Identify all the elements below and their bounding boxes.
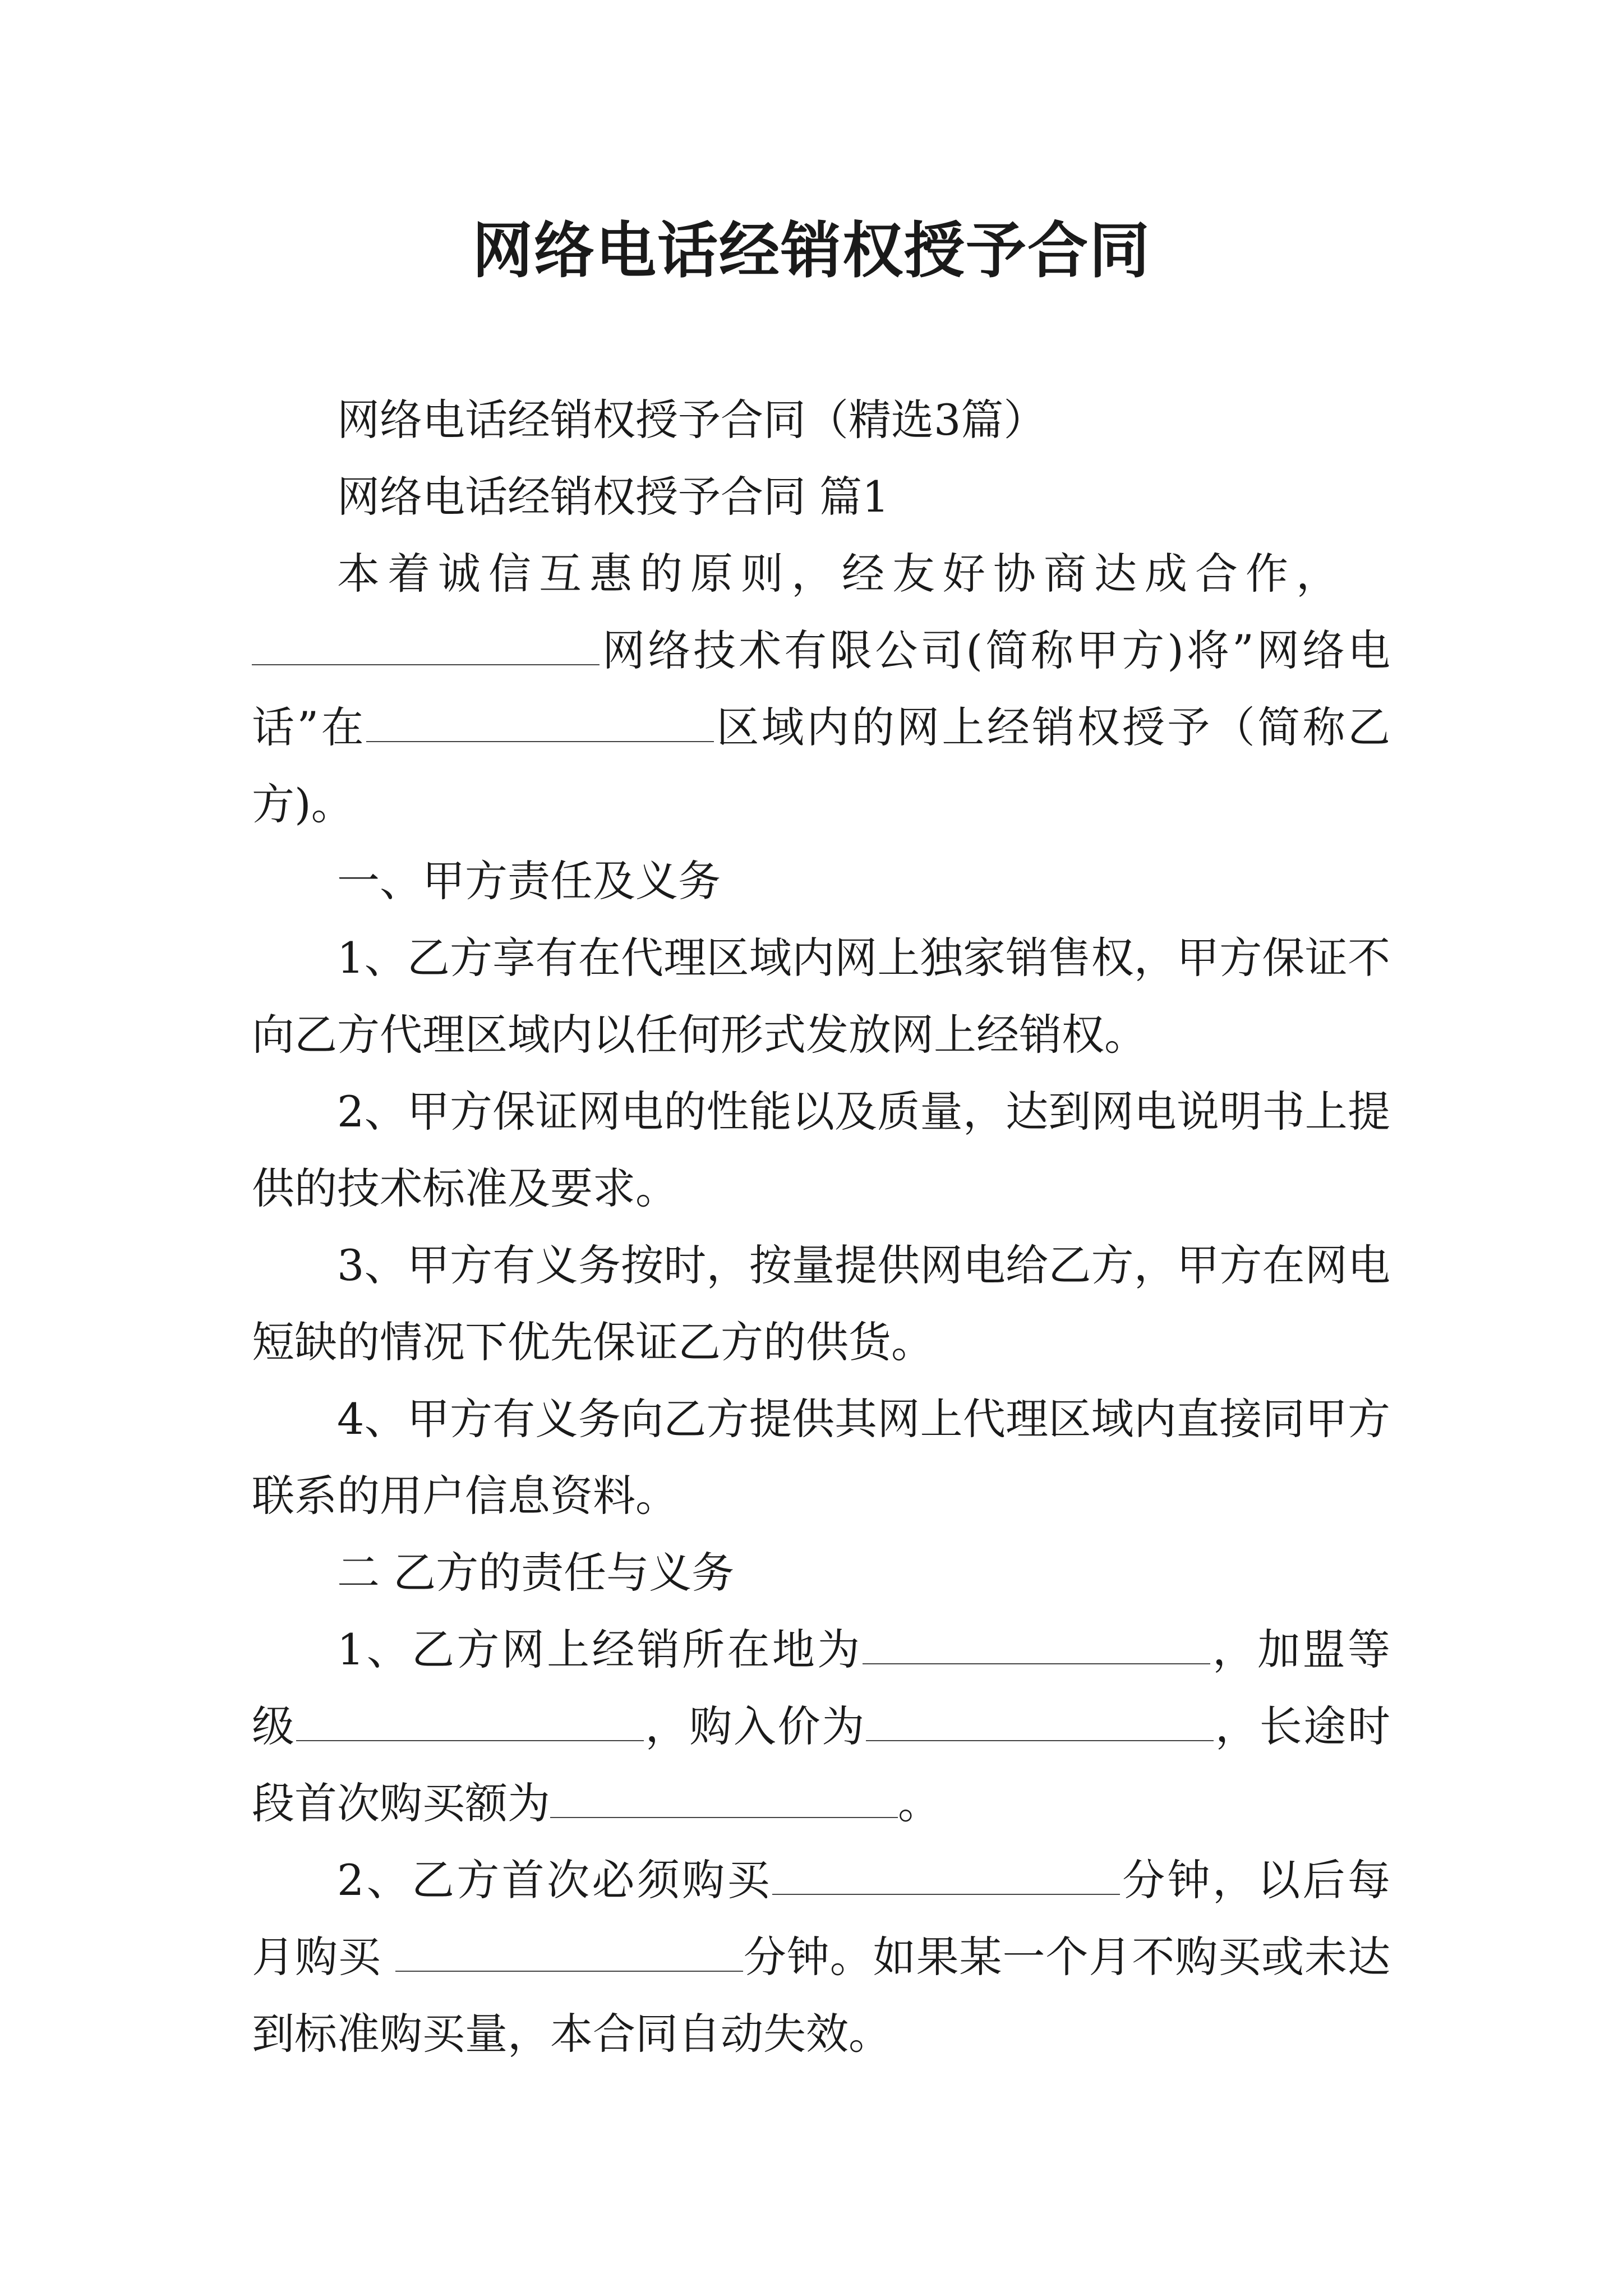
intro-paragraph — [252, 535, 1390, 843]
section2-item1-text-d: ，长途时段首次购买额为 — [252, 1701, 1391, 1828]
section2-item2 — [252, 1842, 1390, 2072]
section2-item2-text-b: 分钟，以后每月购买 — [252, 1855, 1391, 1982]
document-body — [252, 381, 1390, 2072]
blank-first-purchase — [550, 1779, 898, 1818]
section1-item3: 3、甲方有义务按时，按量提供网电给乙方，甲方在网电短缺的情况下优先保证乙方的供货。 — [252, 1240, 1390, 1367]
section1-item2: 2、甲方保证网电的性能以及质量，达到网电说明书上提供的技术标准及要求。 — [252, 1087, 1390, 1213]
section1-heading: 一、甲方责任及义务 — [337, 856, 721, 906]
blank-monthly-minutes — [395, 1932, 743, 1972]
section2-item1-text-a: 1、乙方网上经销所在地为 — [337, 1625, 863, 1674]
section2-item1 — [252, 1611, 1390, 1842]
blank-level — [296, 1702, 644, 1741]
intro-text-c: 区域内的网上经销权授予（简称乙方)。 — [252, 702, 1390, 829]
subtitle: 网络电话经销权授予合同（精选3篇） — [337, 395, 1046, 445]
blank-first-minutes — [772, 1856, 1120, 1895]
blank-region — [366, 703, 714, 742]
blank-location — [863, 1625, 1210, 1664]
blank-price — [866, 1702, 1214, 1741]
section1-item4: 4、甲方有义务向乙方提供其网上代理区域内直接同甲方联系的用户信息资料。 — [252, 1394, 1390, 1521]
section2-item2-text-a: 2、乙方首次必须购买 — [337, 1855, 772, 1905]
section2-item1-text-b: ，加盟等级 — [252, 1625, 1391, 1751]
section2-item2-text-c: 分钟。如果某一个月不购买或未达到标准购买量，本合同自动失效。 — [252, 1932, 1390, 2059]
intro-text-b: 网络技术有限公司(简称甲方)将”网络电话”在 — [252, 625, 1390, 752]
blank-company — [252, 626, 600, 665]
intro-text-a: 本着诚信互惠的原则，经友好协商达成合作， — [337, 549, 1347, 599]
document-title: 网络电话经销权授予合同 — [472, 216, 1151, 286]
section1-item1: 1、乙方享有在代理区域内网上独家销售权，甲方保证不向乙方代理区域内以任何形式发放网上经销权。 — [252, 933, 1390, 1060]
section2-item1-text-c: ，购入价为 — [643, 1701, 866, 1751]
section2-item1-text-e: 。 — [898, 1778, 940, 1828]
chapter-heading: 网络电话经销权授予合同 篇1 — [337, 472, 889, 522]
section2-heading: 二 乙方的责任与义务 — [337, 1548, 735, 1598]
